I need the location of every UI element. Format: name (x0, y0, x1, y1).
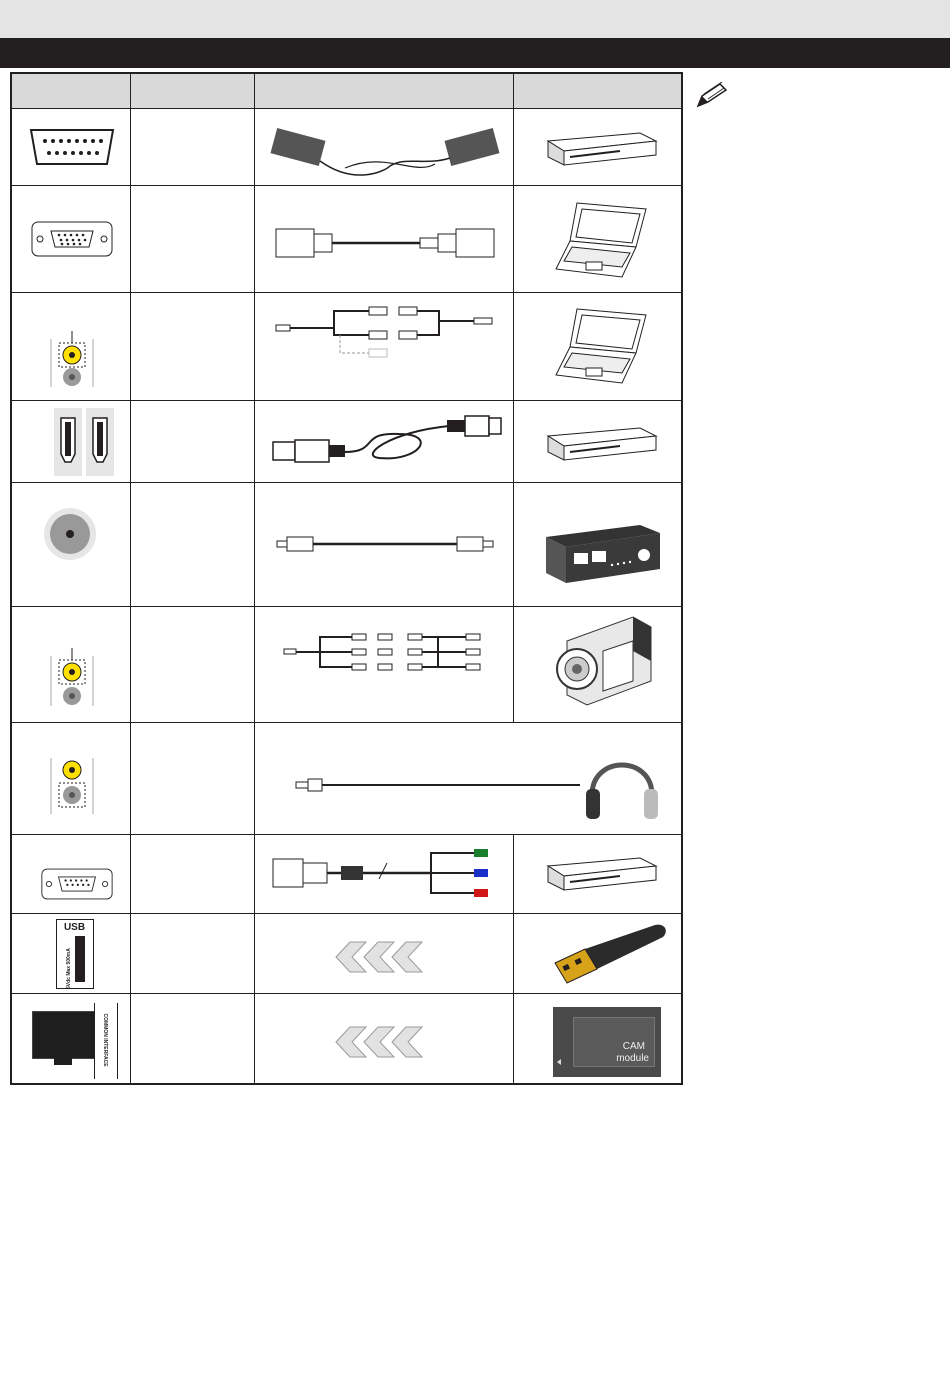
av-cable-icon (277, 629, 497, 674)
vga-connector-icon (27, 214, 117, 264)
cam-label: CAM (622, 1041, 645, 1052)
ypbpr-vga-connector-icon (37, 864, 117, 904)
audio-splitter-cable-icon (272, 296, 502, 361)
module-label: module (616, 1053, 649, 1064)
usb-power-label: 5Vdc Max 500mA (65, 948, 72, 989)
header-connector (12, 74, 130, 109)
dvd-player-icon (522, 844, 677, 904)
headphone-jack-icon (42, 750, 102, 820)
coaxial-cable-icon (272, 519, 497, 569)
ypbpr-cable-icon (267, 836, 507, 911)
cam-module-icon (542, 1002, 672, 1082)
ci-slot-label: COMMON INTERFACE (101, 1013, 108, 1067)
hdmi-cable-icon (267, 409, 507, 474)
top-band (0, 0, 950, 38)
note-section (694, 82, 924, 115)
header-cables (255, 74, 513, 109)
headphones-icon (572, 742, 672, 827)
av-input-icon (42, 642, 102, 712)
vga-cable-icon (262, 209, 507, 279)
scart-cable-icon (262, 114, 507, 179)
audio-amplifier-icon (527, 509, 677, 594)
usb-port-icon (52, 918, 97, 990)
dvd-player-icon (522, 119, 677, 179)
usb-stick-icon (537, 919, 677, 989)
camcorder-icon (532, 606, 672, 716)
insert-arrows-icon (332, 929, 432, 984)
header-device (514, 74, 681, 109)
ci-slot-icon (27, 1002, 122, 1080)
connection-table (10, 72, 683, 1085)
hdmi-connector-icon (50, 404, 120, 479)
pencil-note-icon (694, 82, 924, 115)
spdif-coaxial-connector-icon (37, 499, 102, 569)
laptop-icon (532, 194, 672, 289)
scart-connector-icon (22, 122, 122, 172)
usb-port-label: USB (63, 922, 86, 933)
title-bar (0, 38, 950, 68)
dvd-player-icon (522, 414, 677, 474)
header-type (131, 74, 254, 109)
page-title (0, 45, 12, 61)
insert-arrows-icon (332, 1012, 432, 1072)
pc-audio-input-icon (42, 326, 102, 391)
laptop-icon (532, 300, 672, 395)
